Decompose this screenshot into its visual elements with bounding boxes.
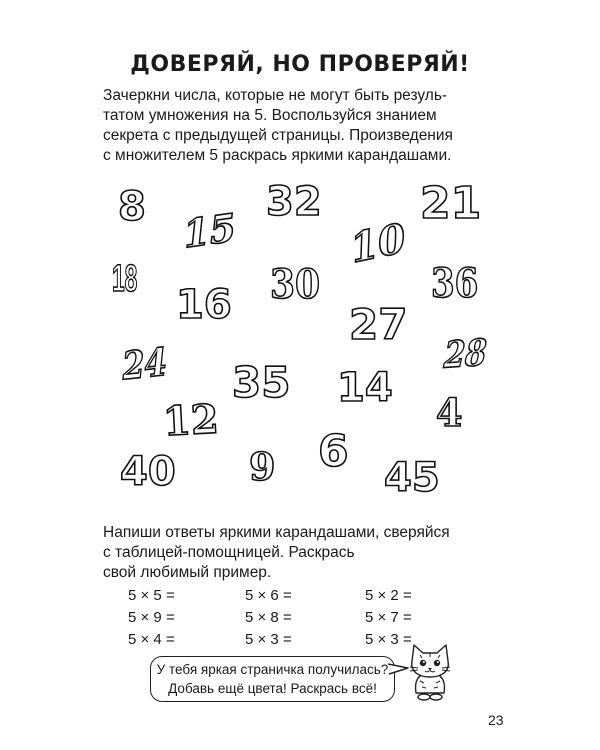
number-27[interactable]: 27 xyxy=(349,300,408,349)
number-9[interactable]: 9 xyxy=(249,444,276,489)
answer-instructions xyxy=(103,523,523,583)
number-10[interactable]: 10 xyxy=(349,213,406,274)
instruction-line: Зачеркни числа, которые не могут быть резуль- xyxy=(103,87,448,104)
number-35[interactable]: 35 xyxy=(232,358,291,407)
bubble-text-line: У тебя яркая страничка получилась? xyxy=(156,662,389,677)
number-14[interactable]: 14 xyxy=(337,365,393,411)
kitten-icon xyxy=(406,641,454,701)
number-12[interactable]: 12 xyxy=(161,395,220,446)
example[interactable]: 5 × 2 = xyxy=(365,587,412,604)
instruction-line: с таблицей-помощницей. Раскрась xyxy=(103,544,355,561)
example[interactable]: 5 × 8 = xyxy=(245,609,292,626)
example[interactable]: 5 × 7 = xyxy=(365,609,412,626)
instruction-line: свой любимый пример. xyxy=(103,564,272,581)
page-title: ДОВЕРЯЙ, НО ПРОВЕРЯЙ! xyxy=(130,52,470,77)
page-number: 23 xyxy=(488,712,504,728)
example[interactable]: 5 × 4 = xyxy=(128,631,175,648)
example[interactable]: 5 × 9 = xyxy=(128,609,175,626)
instruction-line: Напиши ответы яркими карандашами, сверяйся xyxy=(103,524,450,541)
number-6[interactable]: 6 xyxy=(318,426,349,477)
instruction-line: с множителем 5 раскрась яркими карандашами. xyxy=(103,147,452,164)
number-32[interactable]: 32 xyxy=(266,179,322,225)
number-40[interactable]: 40 xyxy=(120,449,176,495)
number-8[interactable]: 8 xyxy=(118,184,146,230)
number-16[interactable]: 16 xyxy=(176,282,232,328)
number-30[interactable]: 30 xyxy=(270,261,321,308)
number-18[interactable]: 18 xyxy=(112,258,138,300)
example[interactable]: 5 × 6 = xyxy=(245,587,292,604)
number-28[interactable]: 28 xyxy=(439,331,491,377)
example[interactable]: 5 × 3 = xyxy=(245,631,292,648)
bubble-text-line: Добавь ещё цвета! Раскрась всё! xyxy=(168,681,377,696)
number-15[interactable]: 15 xyxy=(180,203,239,258)
example[interactable]: 5 × 3 = xyxy=(365,631,412,648)
number-4[interactable]: 4 xyxy=(436,390,463,435)
number-36[interactable]: 36 xyxy=(431,260,479,307)
number-45[interactable]: 45 xyxy=(384,455,440,501)
speech-bubble xyxy=(150,656,395,702)
task-instructions xyxy=(103,86,503,166)
number-21[interactable]: 21 xyxy=(420,178,482,229)
instruction-line: секрета с предыдущей страницы. Произведения xyxy=(103,127,453,144)
instruction-line: татом умножения на 5. Воспользуйся знанием xyxy=(103,107,437,124)
example[interactable]: 5 × 5 = xyxy=(128,587,175,604)
number-24[interactable]: 24 xyxy=(119,338,170,389)
